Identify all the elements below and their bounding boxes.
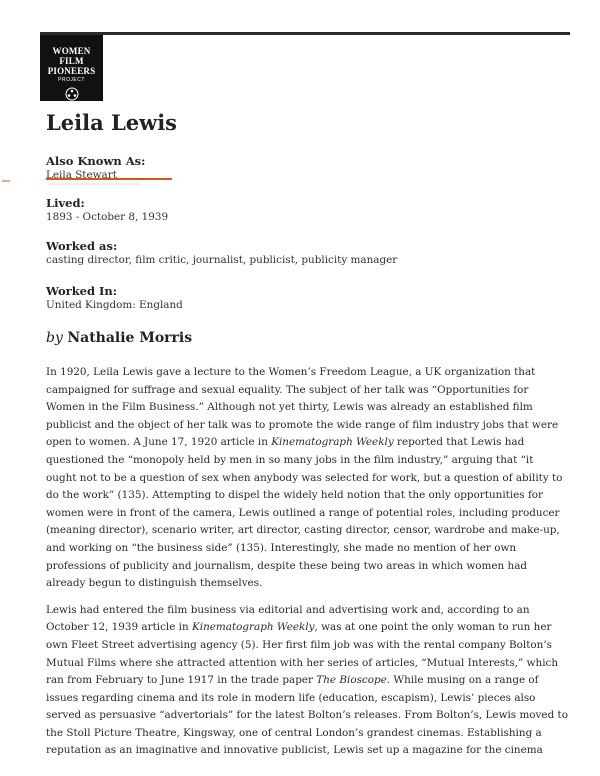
worked-in-value: United Kingdom: England xyxy=(46,299,183,311)
worked-as-label: Worked as: xyxy=(46,239,118,253)
article-line: issues regarding cinema and its role in modern life (education, escapism), Lewis’ pieces also xyxy=(46,691,536,704)
publication-title: Kinematograph Weekly xyxy=(271,436,394,449)
article-text: ran from February to June 1917 in the trade paper xyxy=(46,674,317,687)
article-line xyxy=(46,434,560,452)
article-line: Mutual Films where she attracted attention with her series of articles, “Mutual Interests,” which xyxy=(46,656,559,669)
article-line: professions of publicity and journalism, despite these being two areas in which women had xyxy=(46,559,528,572)
logo-line-film-pioneers: FILM PIONEERS xyxy=(47,56,96,76)
orange-highlight-mark xyxy=(0,176,175,188)
film-reel-icon xyxy=(65,87,79,101)
article-line: the Stoll Picture Theatre, Kingsway, one of central London’s grandest cinemas. Establishing a xyxy=(46,726,542,739)
article-line: already begun to distinguish themselves. xyxy=(46,577,263,590)
byline-by: by xyxy=(46,330,63,346)
field-worked-in xyxy=(46,284,183,312)
article-paragraph-2 xyxy=(46,602,568,760)
worked-in-label: Worked In: xyxy=(46,284,118,298)
logo-line-project: PROJECT xyxy=(58,77,85,83)
byline-author[interactable]: Nathalie Morris xyxy=(67,330,193,346)
also-known-as-value: Leila Stewart xyxy=(46,169,117,181)
article-line: women were in front of the camera, Lewis outlined a range of potential roles, including producer xyxy=(46,506,560,519)
article-paragraph-1 xyxy=(46,364,563,593)
also-known-as-label: Also Known As: xyxy=(46,154,146,168)
article-body xyxy=(46,364,568,769)
article-line xyxy=(46,672,560,690)
article-line: questioned the “monopoly held by men in so many jobs in the film industry,” arguing that “it xyxy=(46,453,534,466)
site-logo[interactable] xyxy=(40,35,103,101)
article-line xyxy=(46,619,560,637)
article-line: ought not to be a question of sex when anybody was selected for work, but a question of ability to xyxy=(46,471,563,484)
article-text: open to women. A June 17, 1920 article in xyxy=(46,436,272,449)
article-line: do the work” (135). Attempting to dispel the widely held notion that the only opportunities for xyxy=(46,489,544,502)
lived-value: 1893 - October 8, 1939 xyxy=(46,211,169,223)
page-title: Leila Lewis xyxy=(46,110,178,135)
article-text: October 12, 1939 article in xyxy=(46,621,192,634)
logo-line-women: WOMEN xyxy=(52,46,91,56)
article-text: . While musing on a range of xyxy=(386,674,539,687)
article-line: Lewis had entered the film business via editorial and advertising work and, according to an xyxy=(46,603,530,616)
top-rule xyxy=(40,32,570,35)
article-text: , was at one point the only woman to run her xyxy=(314,621,552,634)
article-line: campaigned for suffrage and sexual equality. The subject of her talk was “Opportunities for xyxy=(46,383,529,396)
article-line: served as persuasive “advertorials” for the latest Bolton’s releases. From Bolton’s, Lewis moved to xyxy=(46,709,568,722)
article-line: reputation as an imaginative and innovative publicist, Lewis set up a magazine for the cinema xyxy=(46,744,543,757)
byline xyxy=(46,328,192,348)
article-line: Women in the Film Business.” Although not yet thirty, Lewis was already an established film xyxy=(46,401,533,414)
field-lived xyxy=(46,196,168,224)
publication-title: Kinematograph Weekly xyxy=(192,621,315,634)
field-worked-as xyxy=(46,239,397,267)
lived-label: Lived: xyxy=(46,196,85,210)
article-line: and working on “the business side” (135). Interestingly, she made no mention of her own xyxy=(46,541,517,554)
article-line: publicist and the object of her talk was to promote the wide range of film industry jobs that were xyxy=(46,418,559,431)
article-line: In 1920, Leila Lewis gave a lecture to the Women’s Freedom League, a UK organization that xyxy=(46,366,536,378)
worked-as-value: casting director, film critic, journalist, publicist, publicity manager xyxy=(46,254,398,266)
article-line: own Fleet Street advertising agency (5). Her first film job was with the rental company Bolton’s xyxy=(46,638,553,651)
article-text: reported that Lewis had xyxy=(393,436,525,449)
publication-title: The Bioscope xyxy=(316,674,387,687)
article-line: (meaning director), scenario writer, art director, casting director, censor, wardrobe and make-up, xyxy=(46,524,560,537)
